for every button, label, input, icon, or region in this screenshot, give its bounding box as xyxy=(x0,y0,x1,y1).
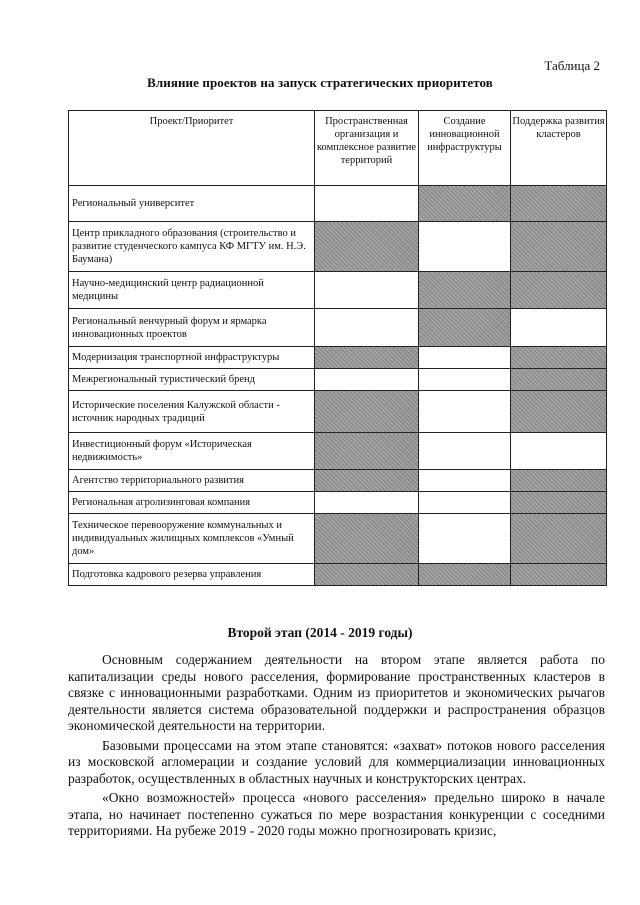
project-name-cell: Региональный венчурный форум и ярмарка инновационных проектов xyxy=(69,309,315,347)
priority-cell-marked xyxy=(315,433,419,470)
priority-cell-marked xyxy=(511,369,607,391)
table-row xyxy=(69,186,607,222)
priority-cell-marked xyxy=(511,564,607,586)
priority-cell-empty xyxy=(315,186,419,222)
project-name-cell: Агентство территориального развития xyxy=(69,470,315,492)
paragraph: Основным содержанием деятельности на втором этапе является работа по капитализации среды нового расселения, формирование пространственных кластеров в связке с инновационными разработками. Одним из приоритетов и экономических рычагов деятельности является система образовательной поддержки и распространения образцов экономической деятельности на территории. xyxy=(68,652,605,733)
project-name-cell: Модернизация транспортной инфраструктуры xyxy=(69,347,315,369)
header-cluster-support: Поддержка развития кластеров xyxy=(511,111,607,186)
priority-cell-empty xyxy=(419,222,511,272)
priority-cell-marked xyxy=(419,309,511,347)
priority-cell-empty xyxy=(315,309,419,347)
project-name-cell: Научно-медицинский центр радиационной медицины xyxy=(69,272,315,309)
table-row xyxy=(69,369,607,391)
priority-cell-marked xyxy=(419,186,511,222)
table-row xyxy=(69,564,607,586)
table-row xyxy=(69,272,607,309)
priority-cell-marked xyxy=(511,186,607,222)
header-spatial-organization: Пространственная организация и комплексное развитие территорий xyxy=(315,111,419,186)
priority-cell-empty xyxy=(419,391,511,433)
table-row xyxy=(69,470,607,492)
priority-cell-empty xyxy=(511,309,607,347)
table-header-row xyxy=(69,111,607,186)
priority-cell-empty xyxy=(315,272,419,309)
priority-cell-empty xyxy=(419,514,511,564)
priority-cell-marked xyxy=(511,347,607,369)
priority-cell-empty xyxy=(315,492,419,514)
priority-cell-marked xyxy=(511,391,607,433)
priority-cell-marked xyxy=(511,222,607,272)
project-name-cell: Межрегиональный туристический бренд xyxy=(69,369,315,391)
table-body xyxy=(69,186,607,586)
priority-cell-marked xyxy=(511,492,607,514)
project-name-cell: Центр прикладного образования (строительство и развитие студенческого кампуса КФ МГТУ им. Н.Э. Баумана) xyxy=(69,222,315,272)
table-row xyxy=(69,222,607,272)
table-number-label: Таблица 2 xyxy=(544,58,600,73)
table-row xyxy=(69,309,607,347)
priority-cell-empty xyxy=(419,492,511,514)
table-row xyxy=(69,433,607,470)
project-name-cell: Инвестиционный форум «Историческая недвижимость» xyxy=(69,433,315,470)
paragraph: «Окно возможностей» процесса «нового расселения» предельно широко в начале этапа, но начинает постепенно сужаться по мере возрастания конкуренции с соседними территориями. На рубеже 2019 - 2020 годы можно прогнозировать кризис, xyxy=(68,790,605,838)
table-row xyxy=(69,514,607,564)
paragraph: Базовыми процессами на этом этапе становятся: «захват» потоков нового расселения из московской агломерации и создание условий для коммерциализации инновационных разработок, осуществленных в областных научных и конструкторских центрах. xyxy=(68,737,605,786)
header-project-priority: Проект/Приоритет xyxy=(69,111,315,186)
body-text xyxy=(68,652,605,843)
priority-cell-empty xyxy=(419,347,511,369)
priority-cell-empty xyxy=(419,470,511,492)
priority-cell-empty xyxy=(511,433,607,470)
project-name-cell: Техническое перевооружение коммунальных и индивидуальных жилищных комплексов «Умный дом» xyxy=(69,514,315,564)
priority-cell-marked xyxy=(511,514,607,564)
priority-matrix-table xyxy=(68,110,607,586)
header-innovation-infrastructure: Создание инновационной инфраструктуры xyxy=(419,111,511,186)
table-row xyxy=(69,492,607,514)
table-row xyxy=(69,391,607,433)
table-row xyxy=(69,347,607,369)
priority-cell-empty xyxy=(419,369,511,391)
priority-cell-marked xyxy=(315,564,419,586)
project-name-cell: Региональная агролизинговая компания xyxy=(69,492,315,514)
section-heading: Второй этап (2014 - 2019 годы) xyxy=(227,625,413,640)
priority-cell-empty xyxy=(315,369,419,391)
priority-cell-marked xyxy=(511,272,607,309)
priority-cell-marked xyxy=(315,347,419,369)
priority-cell-marked xyxy=(419,564,511,586)
priority-cell-marked xyxy=(315,391,419,433)
project-name-cell: Исторические поселения Калужской области - источник народных традиций xyxy=(69,391,315,433)
priority-cell-marked xyxy=(419,272,511,309)
priority-cell-marked xyxy=(315,514,419,564)
priority-cell-marked xyxy=(315,222,419,272)
priority-cell-marked xyxy=(315,470,419,492)
project-name-cell: Региональный университет xyxy=(69,186,315,222)
priority-cell-empty xyxy=(419,433,511,470)
table-title: Влияние проектов на запуск стратегических приоритетов xyxy=(147,75,493,90)
project-name-cell: Подготовка кадрового резерва управления xyxy=(69,564,315,586)
priority-cell-marked xyxy=(511,470,607,492)
